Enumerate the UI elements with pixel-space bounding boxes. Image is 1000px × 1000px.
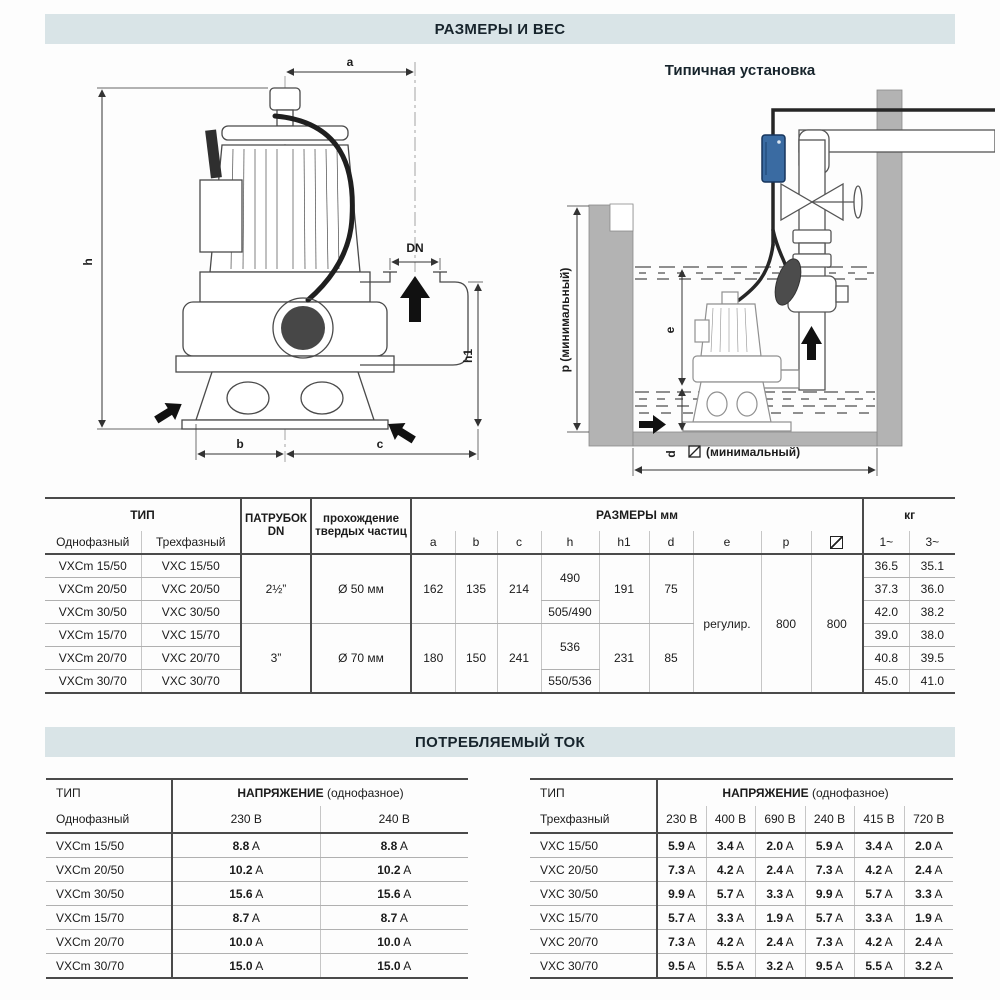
amps: 5.7 A: [854, 882, 904, 906]
dim-h1: 191: [599, 554, 649, 624]
amps: 10.0 A: [172, 930, 320, 954]
solids-header-line1: прохождение: [323, 512, 399, 525]
type-header: ТИП: [530, 779, 657, 806]
weight-3ph: 41.0: [909, 670, 955, 694]
dim-c: 214: [497, 554, 541, 624]
model-single: VXCm 15/50: [45, 554, 141, 578]
dim-e: регулир.: [693, 554, 761, 693]
page-title: РАЗМЕРЫ И ВЕС: [434, 20, 566, 38]
current-single-table: [46, 778, 468, 979]
amps: 3.3 A: [904, 882, 953, 906]
dim-h: 536: [541, 624, 599, 670]
col-header-solids: [311, 498, 411, 554]
dim-label-c: c: [376, 437, 384, 451]
weight-1ph: 45.0: [863, 670, 909, 694]
weight-3ph: 35.1: [909, 554, 955, 578]
amps: 15.0 A: [172, 954, 320, 979]
amps: 8.7 A: [320, 906, 468, 930]
model-three: VXC 20/50: [141, 578, 241, 601]
col-header-a: a: [411, 531, 455, 554]
amps: 15.6 A: [320, 882, 468, 906]
dim-b: 135: [455, 554, 497, 624]
dim-label-b: b: [236, 437, 244, 451]
weight-3ph: 38.2: [909, 601, 955, 624]
model: VXCm 30/50: [46, 882, 172, 906]
pump-body: [176, 88, 468, 429]
dimensions-weight-header: [45, 14, 955, 44]
dim-h: 505/490: [541, 601, 599, 624]
amps: 3.3 A: [706, 906, 755, 930]
weight-3ph: 36.0: [909, 578, 955, 601]
pump-dimension-drawing: [50, 50, 490, 490]
weight-3ph: 39.5: [909, 647, 955, 670]
col-header-single-phase: Однофазный: [45, 531, 141, 554]
amps: 3.2 A: [904, 954, 953, 979]
square-diagonal-icon: [830, 536, 843, 549]
col-header-3ph-weight: 3~: [909, 531, 955, 554]
table-row: [530, 858, 953, 882]
table-row: [530, 906, 953, 930]
voltage-header: НАПРЯЖЕНИЕ (однофазное): [172, 779, 468, 806]
submerged-pump: [683, 292, 791, 431]
model-single: VXCm 15/70: [45, 624, 141, 647]
weight-1ph: 40.8: [863, 647, 909, 670]
installation-title: Типичная установка: [664, 62, 816, 79]
dim-label-e: e: [663, 326, 677, 334]
amps: 5.5 A: [854, 954, 904, 979]
amps: 7.3 A: [805, 930, 854, 954]
dim-p: 800: [761, 554, 811, 693]
dimensions-table: [45, 497, 955, 694]
inflow-arrow-icon: [639, 415, 666, 434]
dimensions-table-wrap: [45, 497, 955, 694]
port-header-line1: ПАТРУБОК: [245, 512, 307, 525]
model: VXCm 30/70: [46, 954, 172, 979]
amps: 2.4 A: [755, 930, 805, 954]
amps: 5.9 A: [805, 833, 854, 858]
table-row: [46, 906, 468, 930]
amps: 2.4 A: [904, 858, 953, 882]
model-three: VXC 15/50: [141, 554, 241, 578]
col-header-sizes: РАЗМЕРЫ мм: [411, 498, 863, 531]
voltage-240: 240 В: [320, 806, 468, 833]
table-row: [530, 930, 953, 954]
amps: 4.2 A: [706, 930, 755, 954]
dim-label-h1: h1: [461, 348, 475, 364]
port-dn-value: 3”: [241, 624, 311, 694]
col-header-d: d: [649, 531, 693, 554]
amps: 8.8 A: [172, 833, 320, 858]
weight-3ph: 38.0: [909, 624, 955, 647]
amps: 5.7 A: [805, 906, 854, 930]
solids-header-line2: твердых частиц: [315, 526, 407, 538]
amps: 7.3 A: [657, 858, 706, 882]
amps: 15.0 A: [320, 954, 468, 979]
col-header-port: [241, 498, 311, 554]
col-header-square: [811, 531, 863, 554]
dim-label-a: a: [346, 55, 354, 69]
port-header-line2: DN: [267, 526, 285, 538]
valve-handwheel-icon: [854, 186, 862, 218]
col-header-b: b: [455, 531, 497, 554]
amps: 4.2 A: [854, 858, 904, 882]
table-row: [46, 954, 468, 979]
col-header-1ph-weight: 1~: [863, 531, 909, 554]
level-controller-box: [762, 135, 785, 182]
installation-drawing: [555, 80, 995, 495]
dim-a: 162: [411, 554, 455, 624]
voltage-230: 230 В: [172, 806, 320, 833]
svg-text:(минимальный): (минимальный): [706, 445, 801, 459]
amps: 3.3 A: [854, 906, 904, 930]
table-row: [530, 833, 953, 858]
phase-label: Трехфазный: [530, 806, 657, 833]
amps: 5.7 A: [657, 906, 706, 930]
model-three: VXC 20/70: [141, 647, 241, 670]
col-header-c: c: [497, 531, 541, 554]
dim-b: 150: [455, 624, 497, 694]
voltage-header: НАПРЯЖЕНИЕ (однофазное): [657, 779, 953, 806]
dim-label-dn: DN: [406, 241, 424, 255]
col-header-p: p: [761, 531, 811, 554]
col-header-three-phase: Трехфазный: [141, 531, 241, 554]
model: VXC 15/50: [530, 833, 657, 858]
col-header-weight: кг: [863, 498, 955, 531]
amps: 15.6 A: [172, 882, 320, 906]
voltage-690: 690 В: [755, 806, 805, 833]
amps: 9.5 A: [657, 954, 706, 979]
amps: 5.5 A: [706, 954, 755, 979]
amps: 8.7 A: [172, 906, 320, 930]
amps: 2.4 A: [755, 858, 805, 882]
amps: 4.2 A: [854, 930, 904, 954]
col-header-h1: h1: [599, 531, 649, 554]
amps: 8.8 A: [320, 833, 468, 858]
table-row: [46, 858, 468, 882]
table-row: [45, 554, 955, 578]
dim-label-min-width: [689, 445, 800, 459]
amps: 4.2 A: [706, 858, 755, 882]
model-single: VXCm 20/70: [45, 647, 141, 670]
cable-gland: [205, 129, 222, 178]
float-switch-icon: [281, 306, 325, 350]
table-row: [46, 930, 468, 954]
table-row: [46, 882, 468, 906]
amps: 10.2 A: [172, 858, 320, 882]
dim-a: 180: [411, 624, 455, 694]
amps: 10.0 A: [320, 930, 468, 954]
dim-c: 241: [497, 624, 541, 694]
amps: 3.4 A: [706, 833, 755, 858]
amps: 2.4 A: [904, 930, 953, 954]
amps: 9.9 A: [657, 882, 706, 906]
amps: 2.0 A: [904, 833, 953, 858]
weight-1ph: 37.3: [863, 578, 909, 601]
dim-d: 85: [649, 624, 693, 694]
voltage-720: 720 В: [904, 806, 953, 833]
amps: 9.5 A: [805, 954, 854, 979]
current-single-wrap: [46, 778, 468, 979]
model: VXC 20/70: [530, 930, 657, 954]
amps: 5.7 A: [706, 882, 755, 906]
model: VXCm 20/70: [46, 930, 172, 954]
current-three-wrap: [530, 778, 953, 979]
amps: 3.4 A: [854, 833, 904, 858]
amps: 3.2 A: [755, 954, 805, 979]
amps: 9.9 A: [805, 882, 854, 906]
model-single: VXCm 30/50: [45, 601, 141, 624]
voltage-400: 400 В: [706, 806, 755, 833]
dim-h: 550/536: [541, 670, 599, 694]
amps: 1.9 A: [904, 906, 953, 930]
col-header-type: ТИП: [45, 498, 241, 531]
solids-value: Ø 50 мм: [311, 554, 411, 624]
col-header-e: e: [693, 531, 761, 554]
model: VXC 15/70: [530, 906, 657, 930]
voltage-415: 415 В: [854, 806, 904, 833]
table-row: [46, 833, 468, 858]
amps: 7.3 A: [657, 930, 706, 954]
model-single: VXCm 20/50: [45, 578, 141, 601]
amps: 5.9 A: [657, 833, 706, 858]
amps: 1.9 A: [755, 906, 805, 930]
model-three: VXC 15/70: [141, 624, 241, 647]
weight-1ph: 42.0: [863, 601, 909, 624]
current-draw-header: [45, 727, 955, 757]
amps: 3.3 A: [755, 882, 805, 906]
voltage-240: 240 В: [805, 806, 854, 833]
dim-d: 75: [649, 554, 693, 624]
solids-value: Ø 70 мм: [311, 624, 411, 694]
weight-1ph: 36.5: [863, 554, 909, 578]
dim-label-h: h: [81, 258, 95, 266]
model: VXCm 20/50: [46, 858, 172, 882]
table-row: [530, 882, 953, 906]
model-single: VXCm 30/70: [45, 670, 141, 694]
dim-label-d: d: [664, 450, 678, 458]
flow-up-arrow-icon: [400, 276, 430, 322]
model: VXC 20/50: [530, 858, 657, 882]
dim-label-p-min: p (минимальный): [558, 267, 572, 373]
dim-h1: 231: [599, 624, 649, 694]
model-three: VXC 30/70: [141, 670, 241, 694]
amps: 2.0 A: [755, 833, 805, 858]
weight-1ph: 39.0: [863, 624, 909, 647]
table-row: [530, 954, 953, 979]
current-three-table: [530, 778, 953, 979]
model-three: VXC 30/50: [141, 601, 241, 624]
dim-h: 490: [541, 554, 599, 601]
model: VXC 30/70: [530, 954, 657, 979]
model: VXCm 15/50: [46, 833, 172, 858]
amps: 10.2 A: [320, 858, 468, 882]
voltage-230: 230 В: [657, 806, 706, 833]
model: VXC 30/50: [530, 882, 657, 906]
col-header-h: h: [541, 531, 599, 554]
dim-square: 800: [811, 554, 863, 693]
section-title: ПОТРЕБЛЯЕМЫЙ ТОК: [415, 733, 585, 751]
model: VXCm 15/70: [46, 906, 172, 930]
type-header: ТИП: [46, 779, 172, 806]
amps: 7.3 A: [805, 858, 854, 882]
phase-label: Однофазный: [46, 806, 172, 833]
port-dn-value: 2½”: [241, 554, 311, 624]
